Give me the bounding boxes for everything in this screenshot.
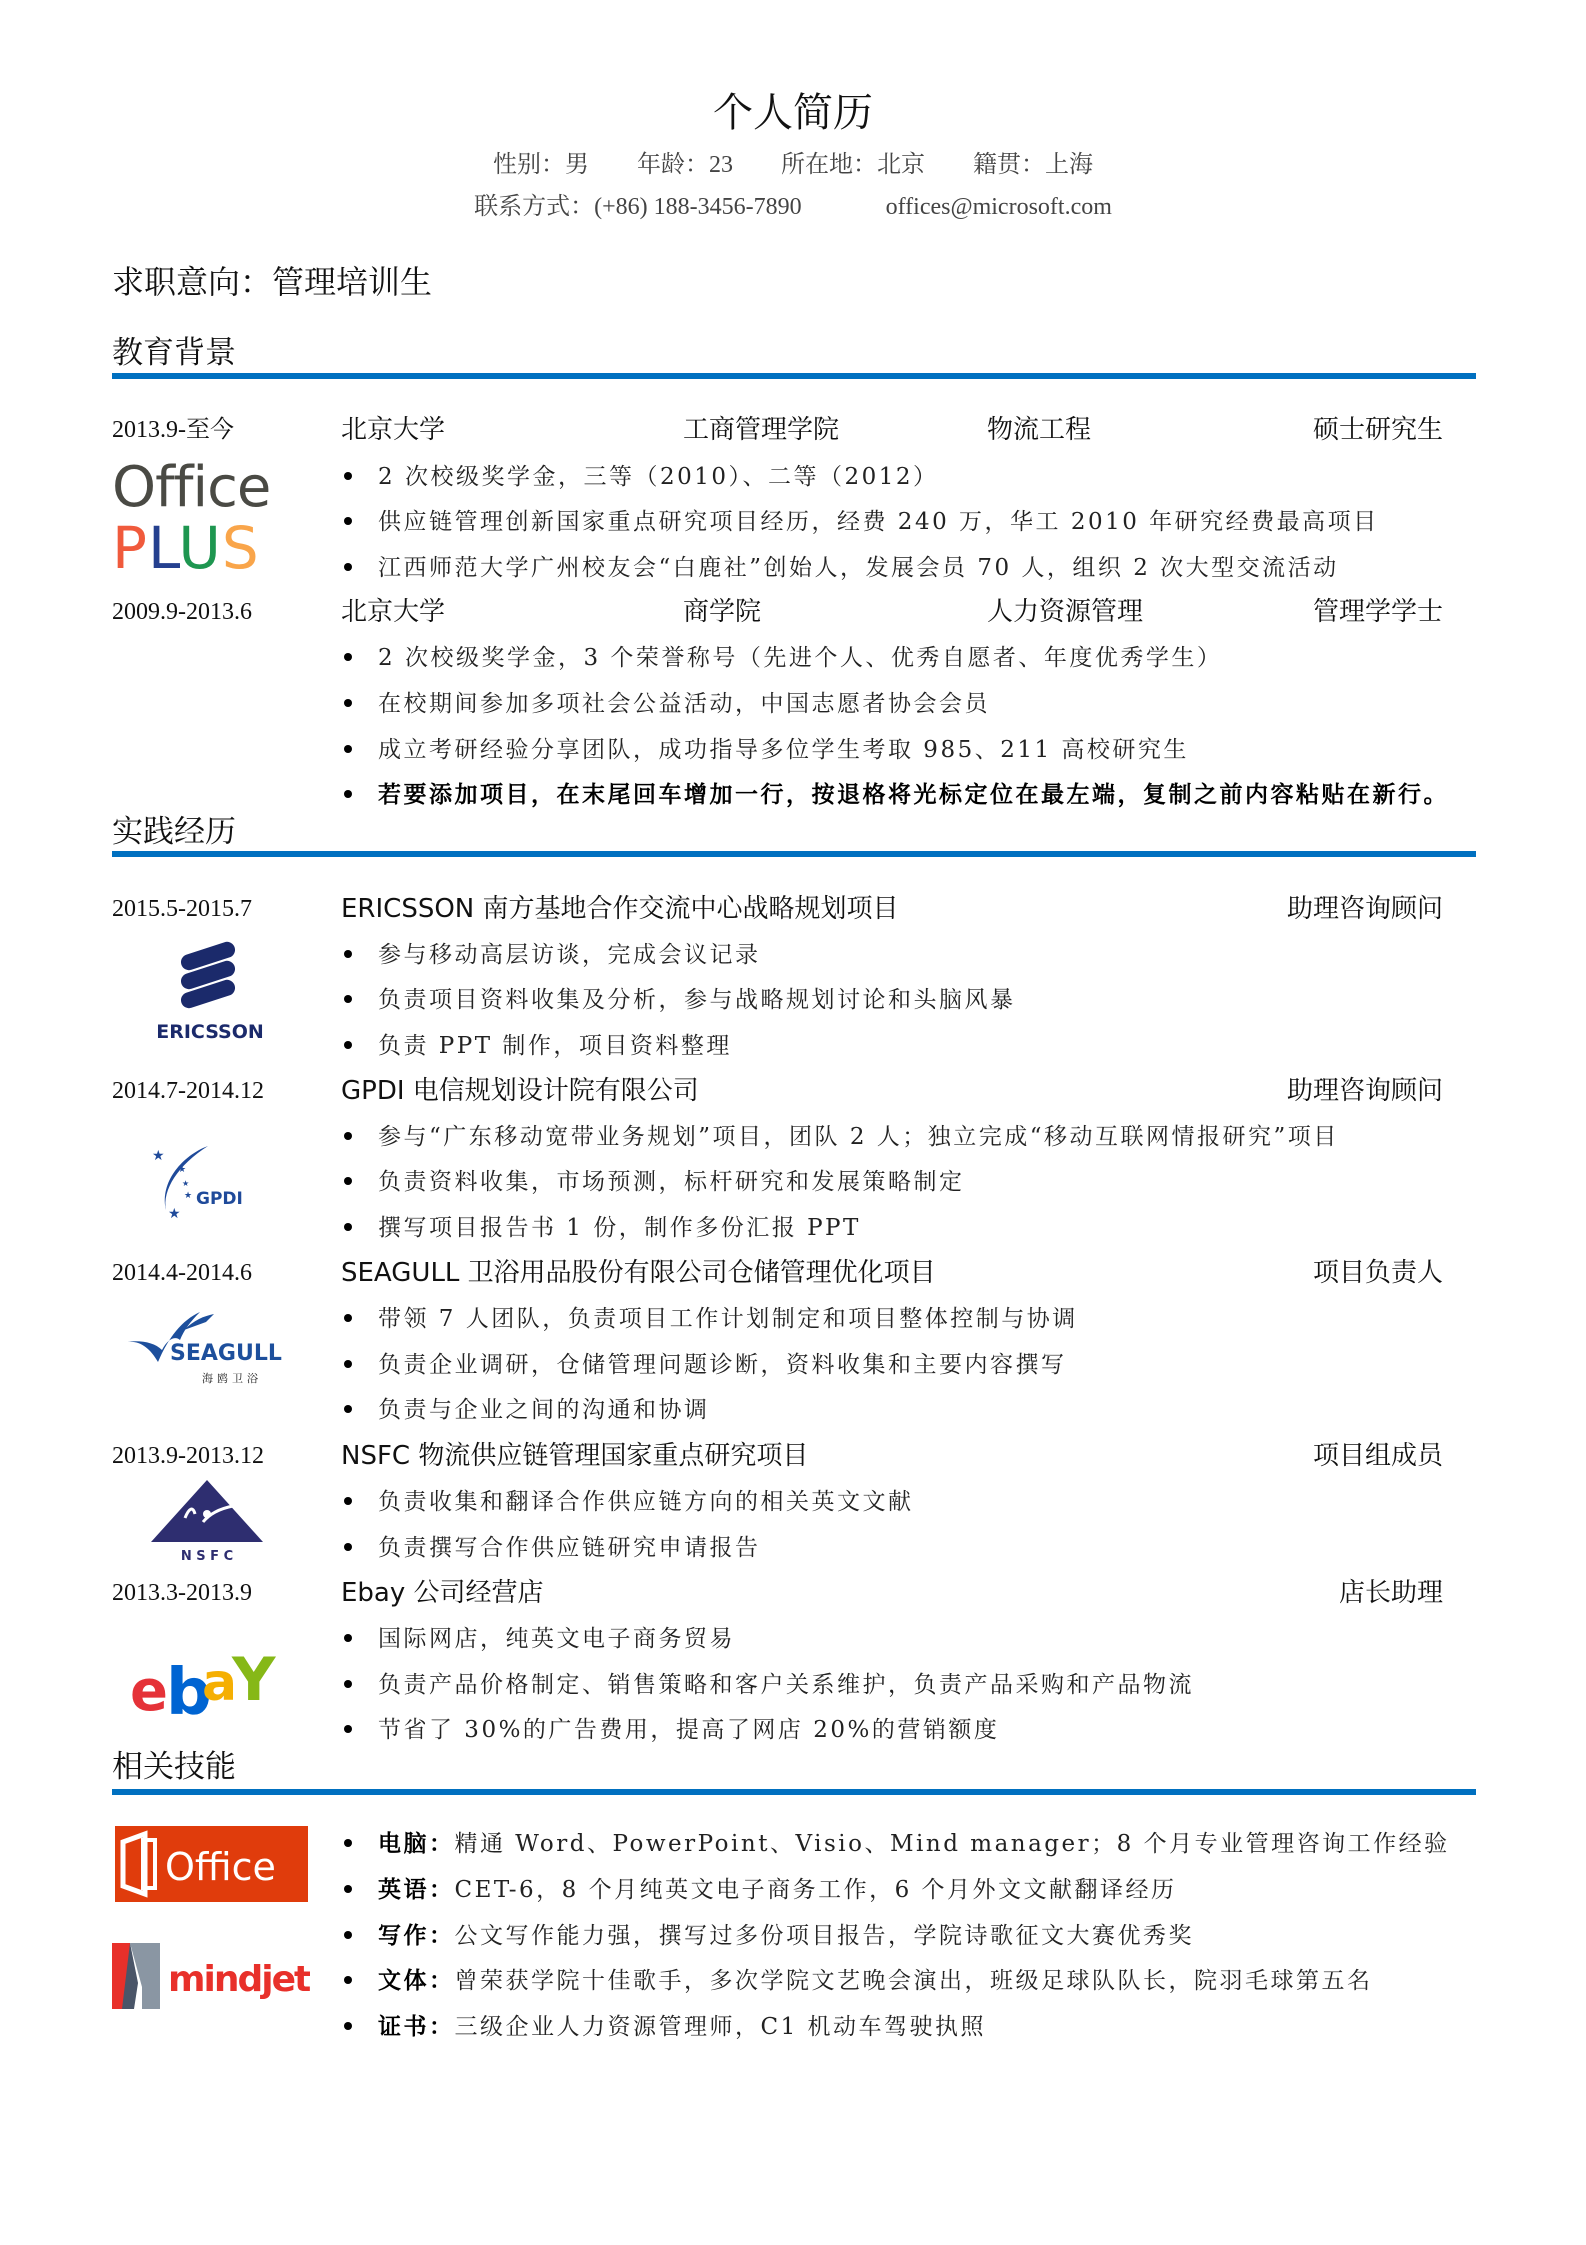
contact-line xyxy=(0,192,1586,222)
list-item: 负责企业调研，仓储管理问题诊断，资料收集和主要内容撰写 xyxy=(341,1350,1067,1380)
bullet-icon xyxy=(344,1497,352,1505)
exp-role: 助理咨询顾问 xyxy=(1286,1076,1443,1106)
svg-text:N S F C: N S F C xyxy=(180,1549,234,1564)
edu-school: 北京大学 xyxy=(341,415,446,445)
list-item: 2 次校级奖学金，3 个荣誉称号（先进个人、优秀自愿者、年度优秀学生） xyxy=(341,643,1222,673)
exp-project: Ebay 公司经营店 xyxy=(341,1578,544,1608)
section-divider xyxy=(112,1789,1476,1795)
bullet-icon xyxy=(344,517,352,525)
bullet-icon xyxy=(344,1360,352,1368)
bullet-icon xyxy=(344,1680,352,1688)
svg-text:mindjet: mindjet xyxy=(168,1959,310,2000)
list-item: 参与移动高层访谈，完成会议记录 xyxy=(341,940,761,970)
bullet-icon xyxy=(344,745,352,753)
list-item: 撰写项目报告书 1 份，制作多份汇报 PPT xyxy=(341,1213,861,1243)
office-logo-icon xyxy=(115,1826,308,1902)
resume-title: 个人简历 xyxy=(713,90,873,136)
age: 年龄：23 xyxy=(637,152,733,178)
origin: 籍贯：上海 xyxy=(973,152,1093,178)
svg-text:a: a xyxy=(202,1653,232,1713)
bullet-icon xyxy=(344,1885,352,1893)
skill-item: 证书：三级企业人力资源管理师，C1 机动车驾驶执照 xyxy=(341,2012,986,2042)
list-item: 江西师范大学广州校友会“白鹿社”创始人，发展会员 70 人，组织 2 次大型交流活动 xyxy=(341,553,1339,583)
edu-school: 北京大学 xyxy=(341,597,446,627)
bullet-icon xyxy=(344,1931,352,1939)
section-title-experience: 实践经历 xyxy=(112,814,236,850)
skill-item: 电脑：精通 Word、PowerPoint、Visio、Mind manager；8 个月专业管理咨询工作经验 xyxy=(341,1829,1450,1859)
list-item: 2 次校级奖学金，三等（2010）、二等（2012） xyxy=(341,462,939,492)
exp-date: 2014.4-2014.6 xyxy=(112,1260,252,1286)
section-divider xyxy=(112,851,1476,857)
svg-text:Y: Y xyxy=(232,1645,276,1715)
list-item: 负责 PPT 制作，项目资料整理 xyxy=(341,1031,732,1061)
svg-text:★: ★ xyxy=(182,1179,190,1188)
ericsson-logo-icon xyxy=(140,938,280,1048)
svg-text:★: ★ xyxy=(178,1165,187,1175)
skill-item: 文体：曾荣获学院十佳歌手，多次学院文艺晚会演出，班级足球队队长，院羽毛球第五名 xyxy=(341,1966,1373,1996)
svg-text:★: ★ xyxy=(168,1206,181,1220)
list-item: 若要添加项目，在末尾回车增加一行，按退格将光标定位在最左端，复制之前内容粘贴在新行。 xyxy=(341,780,1449,810)
gender: 性别：男 xyxy=(493,152,589,178)
bullet-icon xyxy=(344,950,352,958)
bullet-icon xyxy=(344,699,352,707)
edu-date: 2009.9-2013.6 xyxy=(112,599,252,625)
bullet-icon xyxy=(344,1405,352,1413)
bullet-icon xyxy=(344,472,352,480)
phone: 联系方式：(+86) 188-3456-7890 xyxy=(474,194,802,220)
list-item: 负责产品价格制定、销售策略和客户关系维护，负责产品采购和产品物流 xyxy=(341,1670,1194,1700)
gpdi-logo-icon xyxy=(148,1140,288,1220)
edu-college: 商学院 xyxy=(683,597,762,627)
exp-date: 2013.9-2013.12 xyxy=(112,1443,264,1469)
exp-role: 助理咨询顾问 xyxy=(1286,894,1443,924)
section-title-education: 教育背景 xyxy=(112,335,236,371)
bullet-icon xyxy=(344,1177,352,1185)
seagull-logo-icon xyxy=(122,1310,292,1390)
skill-item: 英语：CET-6，8 个月纯英文电子商务工作，6 个月外文文献翻译经历 xyxy=(341,1875,1177,1905)
list-item: 参与“广东移动宽带业务规划”项目，团队 2 人；独立完成“移动互联网情报研究”项目 xyxy=(341,1122,1339,1152)
skill-item: 写作：公文写作能力强，撰写过多份项目报告，学院诗歌征文大赛优秀奖 xyxy=(341,1921,1194,1951)
list-item: 负责撰写合作供应链研究申请报告 xyxy=(341,1533,761,1563)
list-item: 负责与企业之间的沟通和协调 xyxy=(341,1395,710,1425)
bullet-icon xyxy=(344,1725,352,1733)
nsfc-logo-icon xyxy=(145,1478,270,1564)
exp-role: 项目负责人 xyxy=(1312,1258,1443,1288)
exp-project: ERICSSON 南方基地合作交流中心战略规划项目 xyxy=(341,894,899,924)
svg-text:ERICSSON: ERICSSON xyxy=(156,1021,264,1043)
bullet-icon xyxy=(344,995,352,1003)
ebay-logo-icon xyxy=(128,1638,288,1718)
location: 所在地：北京 xyxy=(781,152,925,178)
list-item: 成立考研经验分享团队，成功指导多位学生考取 985、211 高校研究生 xyxy=(341,735,1189,765)
edu-degree: 硕士研究生 xyxy=(1312,415,1443,445)
svg-text:SEAGULL: SEAGULL xyxy=(170,1341,282,1366)
svg-text:★: ★ xyxy=(152,1148,165,1164)
edu-college: 工商管理学院 xyxy=(683,415,840,445)
bullet-icon xyxy=(344,1041,352,1049)
list-item: 带领 7 人团队，负责项目工作计划制定和项目整体控制与协调 xyxy=(341,1304,1078,1334)
bullet-icon xyxy=(344,1314,352,1322)
svg-text:海鸥卫浴: 海鸥卫浴 xyxy=(202,1372,262,1385)
edu-major: 人力资源管理 xyxy=(987,597,1144,627)
section-title-skills: 相关技能 xyxy=(112,1749,236,1785)
svg-text:Office: Office xyxy=(165,1845,276,1889)
exp-date: 2015.5-2015.7 xyxy=(112,896,252,922)
bullet-icon xyxy=(344,1223,352,1231)
edu-date: 2013.9-至今 xyxy=(112,417,234,443)
section-divider xyxy=(112,373,1476,379)
bullet-icon xyxy=(344,1634,352,1642)
list-item: 负责资料收集，市场预测，标杆研究和发展策略制定 xyxy=(341,1167,965,1197)
exp-role: 店长助理 xyxy=(1338,1578,1443,1608)
exp-project: SEAGULL 卫浴用品股份有限公司仓储管理优化项目 xyxy=(341,1258,936,1288)
email-link[interactable]: offices@microsoft.com xyxy=(885,194,1112,220)
list-item: 负责项目资料收集及分析，参与战略规划讨论和头脑风暴 xyxy=(341,985,1016,1015)
list-item: 国际网店，纯英文电子商务贸易 xyxy=(341,1624,735,1654)
list-item: 负责收集和翻译合作供应链方向的相关英文文献 xyxy=(341,1487,914,1517)
edu-major: 物流工程 xyxy=(987,415,1092,445)
svg-text:★: ★ xyxy=(184,1191,193,1201)
job-objective: 求职意向：管理培训生 xyxy=(112,263,433,301)
personal-info-line xyxy=(0,150,1586,180)
bullet-icon xyxy=(344,653,352,661)
exp-role: 项目组成员 xyxy=(1312,1441,1443,1471)
exp-date: 2013.3-2013.9 xyxy=(112,1580,252,1606)
bullet-icon xyxy=(344,2022,352,2030)
list-item: 节省了 30%的广告费用，提高了网店 20%的营销额度 xyxy=(341,1715,999,1745)
svg-text:e: e xyxy=(130,1659,162,1718)
bullet-icon xyxy=(344,790,352,798)
bullet-icon xyxy=(344,563,352,571)
bullet-icon xyxy=(344,1543,352,1551)
list-item: 在校期间参加多项社会公益活动，中国志愿者协会会员 xyxy=(341,689,990,719)
mindjet-logo-icon xyxy=(112,1943,310,2009)
svg-text:b: b xyxy=(166,1656,206,1718)
exp-project: NSFC 物流供应链管理国家重点研究项目 xyxy=(341,1441,809,1471)
bullet-icon xyxy=(344,1132,352,1140)
bullet-icon xyxy=(344,1976,352,1984)
exp-project: GPDI 电信规划设计院有限公司 xyxy=(341,1076,699,1106)
officeplus-logo-icon: Office PLUS xyxy=(112,455,271,582)
bullet-icon xyxy=(344,1839,352,1847)
edu-degree: 管理学学士 xyxy=(1312,597,1443,627)
svg-text:GPDI: GPDI xyxy=(196,1189,243,1209)
list-item: 供应链管理创新国家重点研究项目经历，经费 240 万，华工 2010 年研究经费最高项目 xyxy=(341,507,1379,537)
exp-date: 2014.7-2014.12 xyxy=(112,1078,264,1104)
